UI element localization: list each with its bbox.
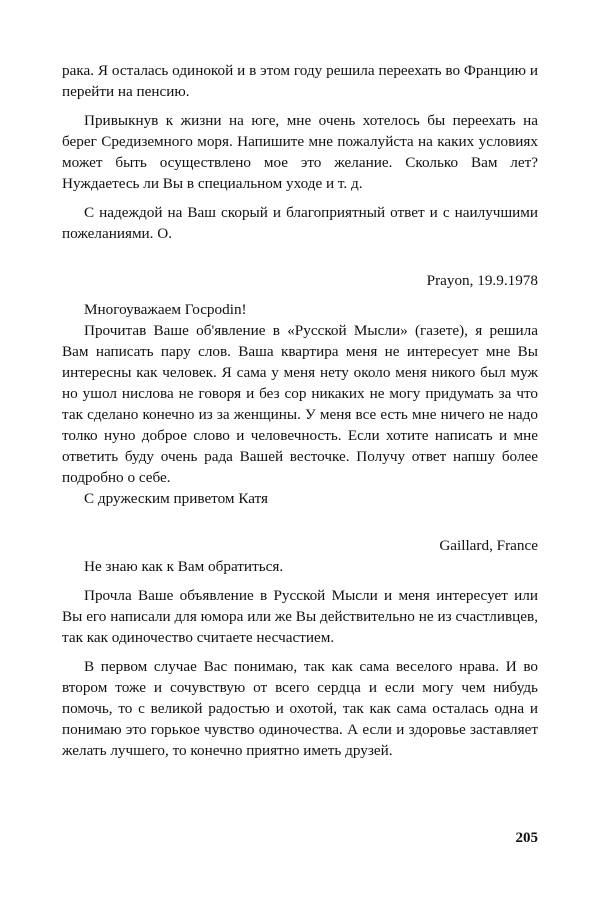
page-body [62,60,538,761]
letter3-place: Gaillard, France [439,537,538,554]
letter2-place-date: Prayon, 19.9.1978 [426,272,538,289]
letter2-body: Прочитав Ваше об'явление в «Русской Мысли» (газете), я решила Вам написать пару слов. Ваша квартира меня не интересует мне Вы интересны как человек. Я сама у меня нету около меня никого был муж но ушол нислова не говоря и без сор никаких не могу придумать за что так сделано конечно из за женщины. У меня все есть мне ничего не надо толко нуно доброе слово и человечность. Если хотите написать и мне ответить буду очень рада Вашей весточке. Получу ответ напшу более подробно о себе. [62,322,538,486]
paragraph-closing: С надеждой на Ваш скорый и благоприятный ответ и с наилучшими пожеланиями. О. [62,204,538,242]
letter3-paragraph-2: В первом случае Вас понимаю, так как сама веселого нрава. И во втором тоже и сочувствую от всего сердца и если могу чем нибудь помочь, то с великой радостью и охотой, так как сама осталась одна и понимаю это горькое чувство одиночества. А если и здоровье заставляет желать лучшего, то конечно приятно иметь друзей. [62,658,538,759]
letter3-paragraph-1: Прочла Ваше объявление в Русской Мысли и меня интересует или Вы его написали для юмора или же Вы действительно не из счастливцев, так как одиночество считаете несчастием. [62,587,538,646]
paragraph-wish: Привыкнув к жизни на юге, мне очень хотелось бы переехать на берег Средиземного моря. Напишите мне пожалуйста на каких условиях может быть осуществлено мое это желание. Сколько Вам лет? Нуждаетесь ли Вы в специальном уходе и т. д. [62,112,538,192]
page-number: 205 [515,830,538,846]
letter3-salutation: Не знаю как к Вам обратиться. [84,558,284,575]
letter2-closing: С дружеским приветом Катя [84,490,269,507]
letter2-salutation: Многоуважаем Госpodin! [84,301,247,318]
paragraph-continued: рака. Я осталась одинокой и в этом году решила переехать во Францию и перейти на пенсию. [62,62,538,100]
